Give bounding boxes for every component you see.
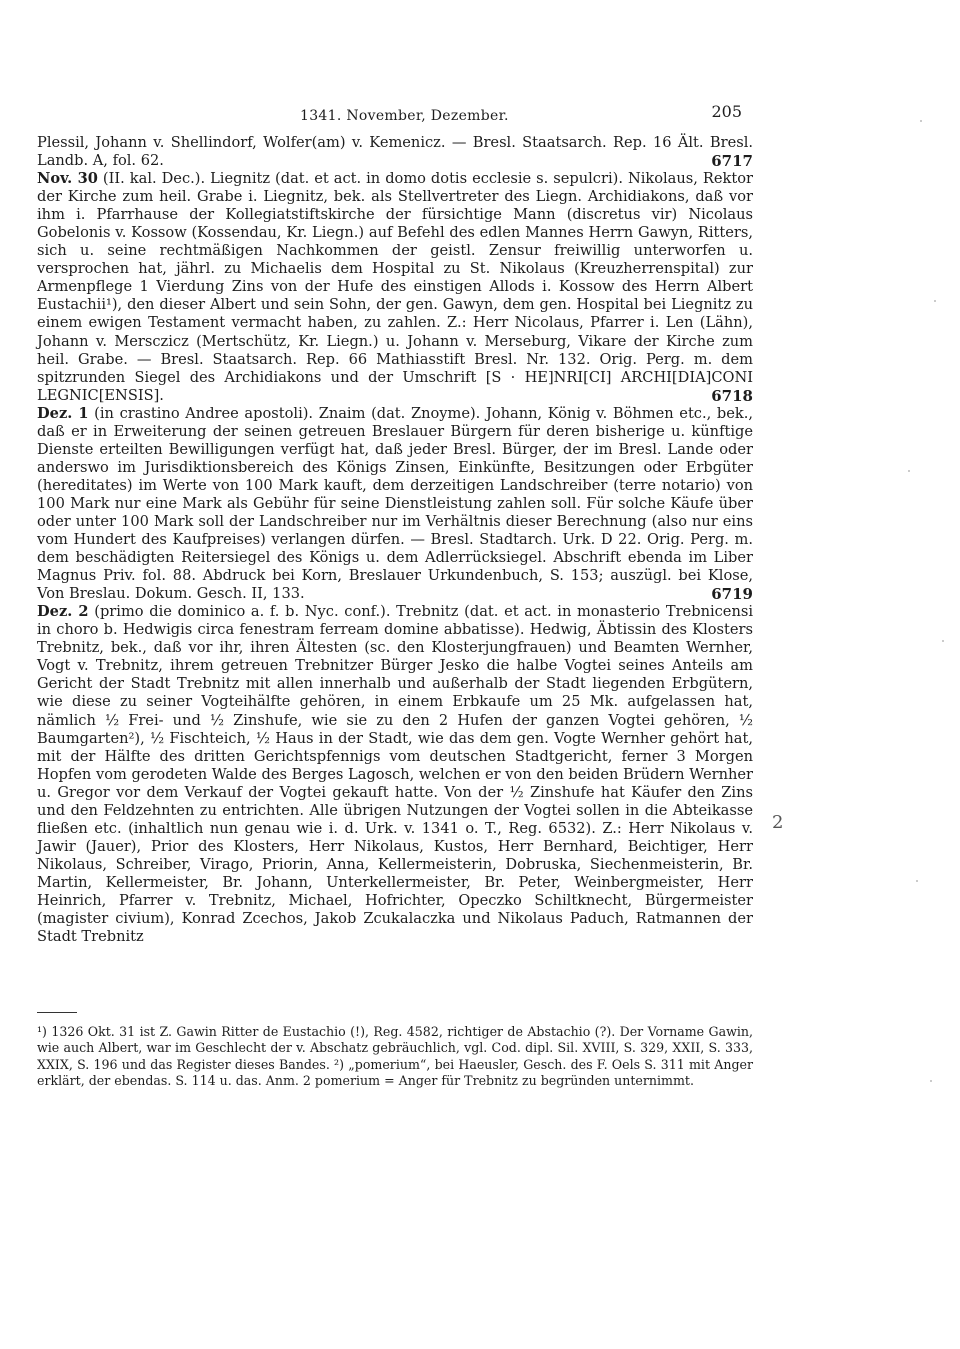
entry-dez-2 [37,603,753,946]
register-number: 6718 [711,386,753,405]
register-number: 6719 [711,585,753,604]
entry-date: Nov. 30 [37,170,98,188]
entry-6718 [37,170,753,405]
entry-text: (in crastino Andree apostoli). Znaim (dat. Znoyme). Johann, König v. Böhmen etc., bek., daß er in Erweiterung der seinen getreuen Breslauer Bürgern für deren bisherige u. künftige Dienste erteilten Bewilligungen verfügt hat, daß jeder Bresl. Bürger, der im Bresl. Lande oder anderswo im Jurisdiktionsbereich des Königs Zinsen, Einkünfte, Besitzungen oder Erbgüter (hereditates) im Werte von 100 Mark kauft, dem derzeitigen Landschreiber (terre notario) von 100 Mark nur eine Mark als Gebühr für seine Dienstleistung zahlen soll. Für solche Käufe über oder unter 100 Mark soll der Landschreiber nur im Verhältnis dieser Berechnung (also nur eins vom Hundert des Kaufpreises) verlangen dürfen. — Bresl. Stadtarch. Urk. D 22. Orig. Perg. m. dem beschädigten Reitersiegel des Königs u. dem Adlerrücksiegel. Abschrift ebenda im Liber Magnus Priv. fol. 88. Abdruck bei Korn, Breslauer Urkundenbuch, S. 153; auszügl. bei Klose, Von Breslau. Dokum. Gesch. II, 133. [37,404,753,603]
entry-text: (primo die dominico a. f. b. Nyc. conf.). Trebnitz (dat. et act. in monasterio Trebnicensi in choro b. Hedwigis circa fenestram ferream domine abbatisse). Hedwig, Äbtissin des Klosters Trebnitz, bek., daß vor ihr, ihren Ältesten (sc. den Klosterjungfrauen) und Beamten Wernher, Vogt v. Trebnitz, ihrem getreuen Trebnitzer Bürger Jesko die halbe Vogtei seines Anteils am Gericht der Stadt Trebnitz mit allen innerhalb und außerhalb der Stadt liegenden Erbgütern, wie diese zu seiner Vogteihälfte gehören, in einem Erbkaufe um 25 Mk. aufgelassen hat, nämlich ½ Frei- und ½ Zinshufe, wie sie zu den 2 Hufen der ganzen Vogtei gehören, ½ Baumgarten²), ½ Fischteich, ½ Haus in der Stadt, wie das dem gen. Vogte Wernher gehört hat, mit der Hälfte des dritten Gerichtspfennigs vom deutschen Stadtgericht, ferner 3 Morgen Hopfen vom gerodeten Walde des Berges Lagosch, welchen er von den beiden Brüdern Wernher u. Gregor vor dem Verkauf der Vogtei gekauft hatte. Von der ½ Zinshufe hat Käufer den Zins und den Feldzehnten zu entrichten. Alle übrigen Nutzungen der Vogtei sollen in die Abteikasse fließen etc. (inhaltlich nun genau wie i. d. Urk. v. 1341 o. T., Reg. 6532). Z.: Herr Nikolaus v. Jawir (Jauer), Prior des Klosters, Herr Nikolaus, Kustos, Herr Bernhard, Beichtiger, Herr Nikolaus, Schreiber, Virago, Priorin, Anna, Kellermeisterin, Dobruska, Siechenmeisterin, Br. Martin, Kellermeister, Br. Johann, Unterkellermeister, Br. Peter, Weinbergmeister, Herr Heinrich, Pfarrer v. Trebnitz, Michael, Hofrichter, Opeczko Schiltknecht, Bürgermeister (magister civium), Konrad Zcechos, Jakob Zcukalaczka und Nikolaus Paduch, Ratmannen der Stadt Trebnitz [37,603,753,946]
scan-noise [890,0,960,1349]
running-head: 1341. November, Dezember. [300,108,509,124]
entry-date: Dez. 2 [37,603,89,621]
page-body [37,134,753,946]
footnote-rule [37,1012,77,1013]
footnote: ¹) 1326 Okt. 31 ist Z. Gawin Ritter de Eustachio (!), Reg. 4582, richtiger de Abstachio (?). Der Vorname Gawin, wie auch Albert, war im Geschlecht der v. Abschatz gebräuchlich, vgl. Cod. dipl. Sil. XVIII, S. 329, XXII, S. 333, XXIX, S. 196 und das Register dieses Bandes. ²) „pomerium“, bei Haeusler, Gesch. des F. Oels S. 311 mit Anger erklärt, der ebendas. S. 114 u. das. Anm. 2 pomerium = Anger für Trebnitz zu begründen unternimmt. [37,1024,753,1089]
entry-date: Dez. 1 [37,404,89,422]
page-header [0,102,960,132]
entry-6717 [37,134,753,170]
margin-mark: 2 [772,812,784,833]
entry-text: (II. kal. Dec.). Liegnitz (dat. et act. in domo dotis ecclesie s. sepulcri). Nikolaus, Rektor der Kirche zum heil. Grabe i. Liegnitz, bek. als Stellvertreter des Liegn. Archidiakons, daß vor ihm i. Pfarrhause der Kollegiatstiftskirche der fürsichtige Mann (discretus vir) Nicolaus Gobelonis v. Kossow (Kossendau, Kr. Liegn.) auf Befehl des edlen Mannes Herrn Gawyn, Ritters, sich u. seine rechtmäßigen Nachkommen der geistl. Zensur freiwillig unterworfen u. versprochen hat, jährl. zu Michaelis dem Hospital zu St. Nikolaus (Kreuzherrenspital) zur Armenpflege 1 Vierdung Zins von der Hufe des einstigen Allods i. Kossow des Herrn Albert Eustachii¹), den dieser Albert und sein Sohn, der gen. Gawyn, dem gen. Hospital bei Liegnitz zu einem ewigen Testament vermacht haben, zu zahlen. Z.: Herr Nicolaus, Pfarrer i. Len (Lähn), Johann v. Mersczicz (Mertschütz, Kr. Liegn.) u. Johann v. Merseburg, Vikare der Kirche zum heil. Grabe. — Bresl. Staatsarch. Rep. 66 Mathiasstift Bresl. Nr. 132. Orig. Perg. m. dem spitzrunden Siegel des Archidiakons und der Umschrift [S · HE]NRI[CI] ARCHI[DIA]CONI LEGNIC[ENSIS]. [37,170,753,404]
page-number: 205 [711,102,742,121]
footnotes [37,1024,753,1090]
entry-6719 [37,405,753,604]
entry-text: Plessil, Johann v. Shellindorf, Wolfer(am) v. Kemenicz. — Bresl. Staatsarch. Rep. 16 Ält. Bresl. Landb. A, fol. 62. [37,134,753,170]
register-number: 6717 [711,152,753,171]
